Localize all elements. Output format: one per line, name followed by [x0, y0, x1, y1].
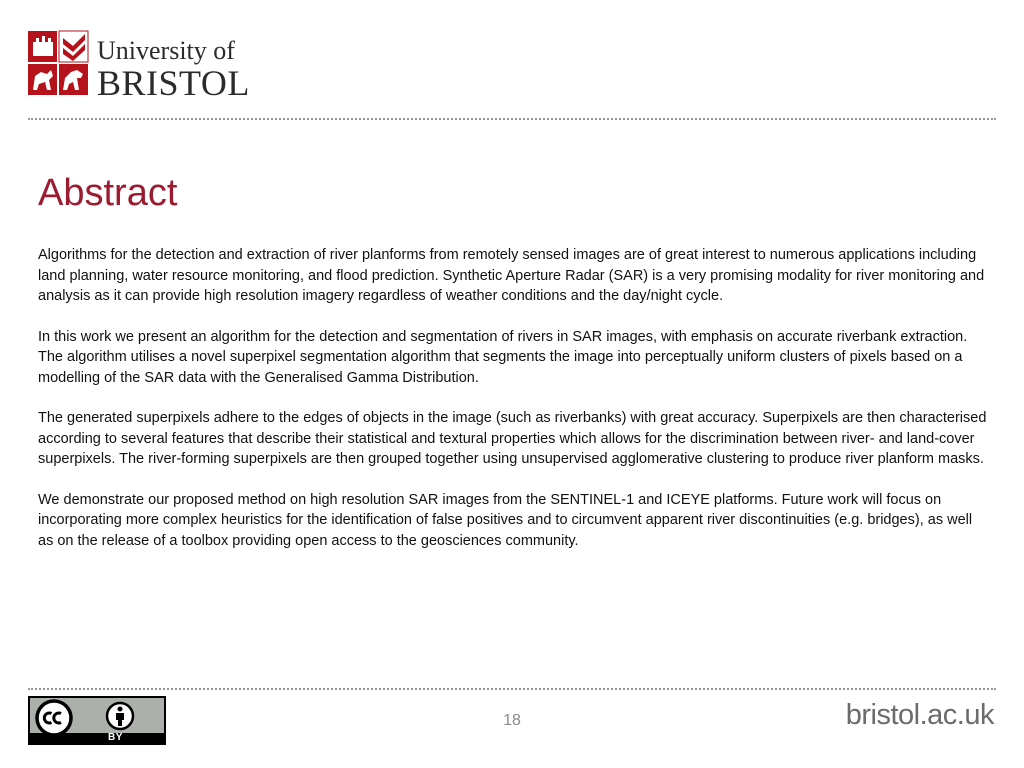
page-title: Abstract [38, 172, 178, 214]
cc-icon [32, 698, 76, 738]
bristol-crest-icon [27, 30, 89, 96]
logo-bristol: BRISTOL [97, 63, 250, 103]
abstract-paragraph: In this work we present an algorithm for the detection and segmentation of rivers in SAR images, with emphasis on accurate riverbank extraction. The algorithm utilises a novel superpixel segmentation algorithm that segments the image into perceptually uniform clusters of pixels based on a modelling of the SAR data with the Generalised Gamma Distribution. [38, 328, 968, 386]
cc-by-label: BY [108, 732, 123, 743]
website-footer: bristol.ac.uk [845, 699, 994, 731]
abstract-paragraph: The generated superpixels adhere to the edges of objects in the image (such as riverbanks) with great accuracy. Superpixels are then characterised according to several features that describe their statistical and textural properties which allows for the discrimination between river- and land-cover superpixels. The river-forming superpixels are then grouped together using unsupervised agglomerative clustering to produce river planform masks. [38, 410, 987, 467]
cc-badge-panel [30, 698, 164, 733]
abstract-body [38, 245, 988, 571]
logo-university-of: University of [97, 36, 235, 65]
abstract-paragraph: We demonstrate our proposed method on high resolution SAR images from the SENTINEL-1 and ICEYE platforms. Future work will focus on incorporating more complex heuristics for the identification of false positives and to circumvent apparent river discontinuities (e.g. bridges), as well as on the release of a toolbox providing open access to the geosciences community. [38, 491, 973, 549]
page-number: 18 [503, 712, 521, 729]
attribution-icon [105, 701, 135, 731]
cc-by-license-badge [28, 696, 166, 745]
university-logo [27, 30, 250, 103]
header-divider [28, 118, 996, 120]
footer-divider [28, 688, 996, 690]
abstract-paragraph: Algorithms for the detection and extraction of river planforms from remotely sensed images are of great interest to numerous applications including land planning, water resource monitoring, and flood prediction. Synthetic Aperture Radar (SAR) is a very promising modality for river monitoring and analysis as it can provide high resolution imagery regardless of weather conditions and the day/night cycle. [38, 247, 985, 304]
